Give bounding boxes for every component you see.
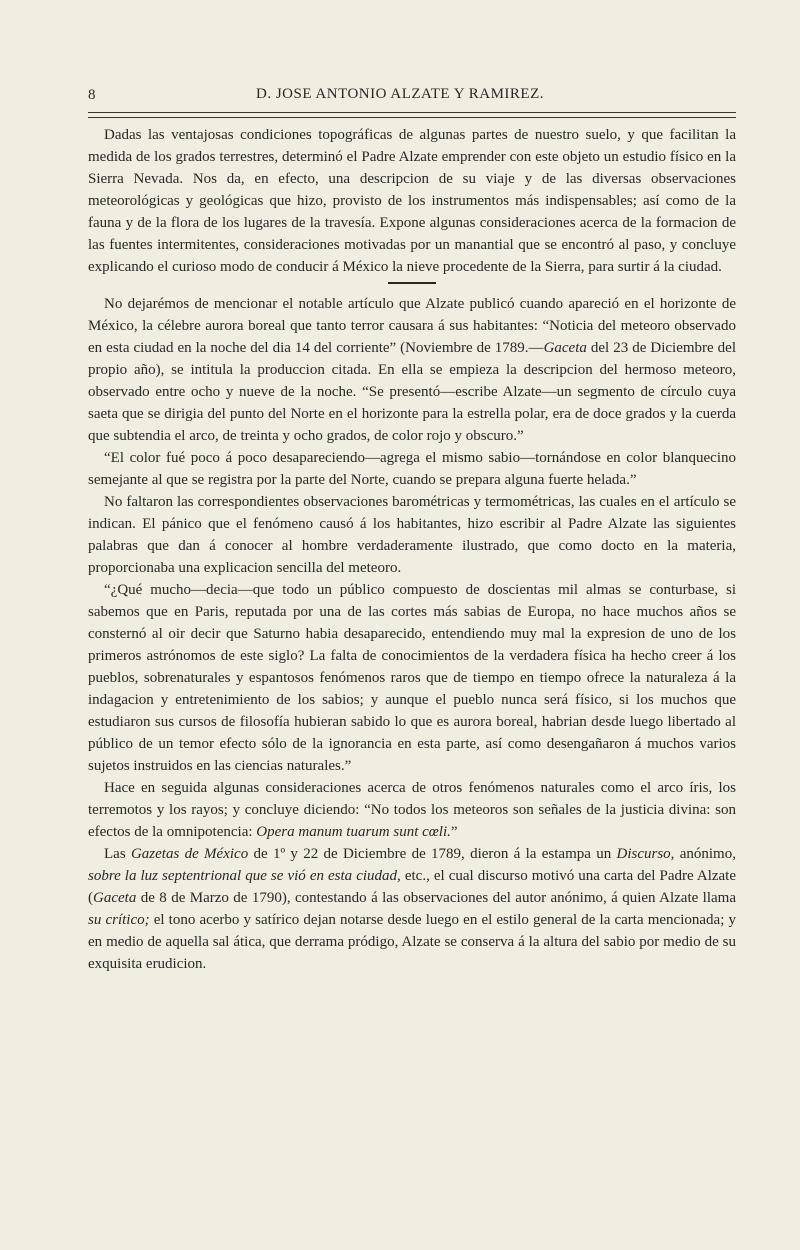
header-rule: [88, 112, 736, 118]
paragraph-4: No faltaron las correspondientes observaciones barométricas y termométricas, las cuales en el artículo se indican. El pánico que el fenómeno causó á los habitantes, hizo escribir al Padre Alzate las siguientes palabras que dan á conocer al hombre verdaderamente ilustrado, que como docto en la materia, proporcionaba una explicacion sencilla del meteoro.: [88, 494, 736, 576]
latin-quote: Opera manum tuarum sunt cœli.: [256, 824, 451, 840]
paragraph-3: “El color fué poco á poco desapareciendo—agrega el mismo sabio—tornándose en color blanquecino semejante al que se registra por la parte del Norte, cuando se prepara alguna fuerte helada.”: [88, 450, 736, 488]
paragraph-7: Las Gazetas de México de 1º y 22 de Diciembre de 1789, dieron á la estampa un Discurso, anónimo, sobre la luz septentrional que se vió en esta ciudad, etc., el cual discurso motivó una carta del Padre Alzate (Gaceta de 8 de Marzo de 1790), contestando á las observaciones del autor anónimo, á quien Alzate llama su crítico; el tono acerbo y satírico dejan notarse desde luego en el estilo general de la carta mencionada; y en medio de aquella sal ática, que derrama pródigo, Alzate se conserva á la altura del sabio por medio de su exquisita erudicion.: [88, 846, 737, 972]
paragraph-6: Hace en seguida algunas consideraciones acerca de otros fenómenos naturales como el arco íris, los terremotos y los rayos; y concluye diciendo: “No todos los meteoros son señales de la justicia divina: son efectos de la omnipotencia: Opera manum tuarum sunt cœli.”: [88, 780, 736, 840]
page-number: 8: [88, 87, 96, 103]
section-divider: [388, 282, 436, 284]
paragraph-5: “¿Qué mucho—decia—que todo un público compuesto de doscientas mil almas se conturbase, si sabemos que en Paris, reputada por una de las cortes más sabias de Europa, no hace muchos años se consternó al oir decir que Saturno habia desaparecido, entendiendo muy mal la expresion de uno de los primeros astrónomos de este siglo? La falta de conocimientos de la verdadera física ha hecho creer á los pueblos, sobrenaturales y espantosos fenómenos raros que de tiempo en tiempo ofrece la naturaleza á la indagacion y entretenimiento de los sabios; y aunque el pueblo nunca será físico, si los muchos que estudiaron sus cursos de filosofía hubieran sabido lo que es aurora boreal, habrian desde luego libertado al público de un temor efecto sólo de la ignorancia en esta parte, así como desengañaron á muchos varios sujetos instruidos en las ciencias naturales.”: [88, 582, 736, 774]
gaceta-title: Gaceta: [543, 340, 587, 356]
body-text: [88, 124, 736, 975]
header-title: D. JOSE ANTONIO ALZATE Y RAMIREZ.: [255, 86, 545, 102]
running-head: [0, 86, 800, 110]
paragraph-2: No dejarémos de mencionar el notable artículo que Alzate publicó cuando apareció en el horizonte de México, la célebre aurora boreal que tanto terror causara á sus habitantes: “Noticia del meteoro observado en esta ciudad en la noche del dia 14 del corriente” (Noviembre de 1789.—Gaceta del 23 de Diciembre del propio año), se intitula la produccion citada. En ella se empieza la descripcion del hermoso meteoro, observado entre ocho y nueve de la noche. “Se presentó—escribe Alzate—un segmento de círculo cuya saeta que se dirigia del punto del Norte en el horizonte para la estrella polar, era de doce grados y la cuerda que subtendia el arco, de treinta y ocho grados, de color rojo y obscuro.”: [88, 296, 736, 444]
paragraph-1: Dadas las ventajosas condiciones topográficas de algunas partes de nuestro suelo, y que facilitan la medida de los grados terrestres, determinó el Padre Alzate emprender con este objeto un estudio físico en la Sierra Nevada. Nos da, en efecto, una descripcion de su viaje y de las diversas observaciones meteorológicas y geológicas que hizo, provisto de los instrumentos más indispensables; así como de la fauna y de la flora de los lugares de la travesía. Expone algunas consideraciones acerca de la formacion de las fuentes intermitentes, consideraciones motivadas por un manantial que se encontró al paso, y concluye explicando el curioso modo de conducir á México la nieve procedente de la Sierra, para surtir á la ciudad.: [88, 127, 736, 275]
